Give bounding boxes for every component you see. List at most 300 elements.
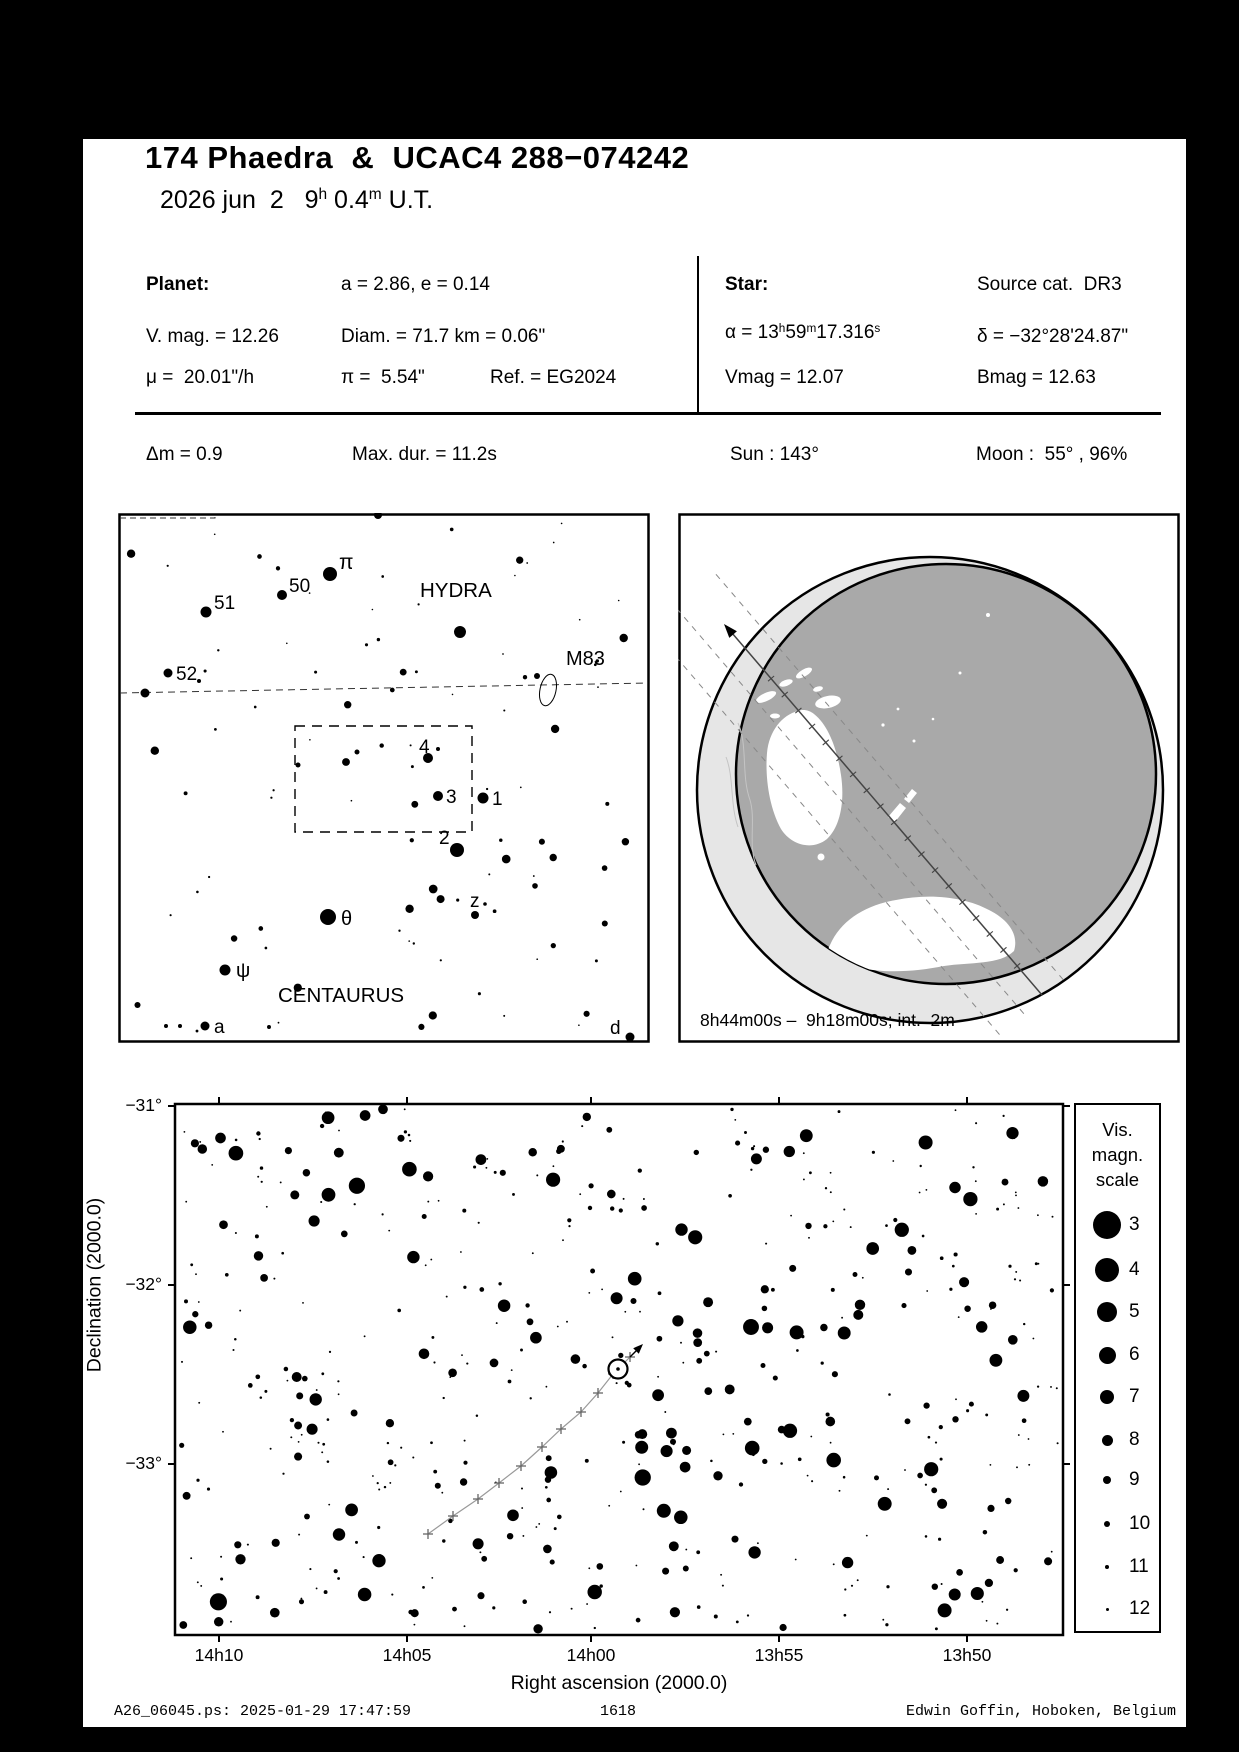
table-divider [697, 256, 699, 414]
star-dot [414, 1624, 416, 1626]
star-dot [735, 1141, 740, 1146]
star-dot [839, 1490, 841, 1492]
star-dot [771, 1288, 775, 1292]
star-dot [407, 1251, 419, 1263]
star-dot [534, 673, 540, 679]
page-title: 174 Phaedra & UCAC4 288−074242 [145, 140, 690, 175]
star-dot [826, 1453, 841, 1468]
star-dot [924, 1462, 938, 1476]
star-dot [1017, 1207, 1019, 1209]
star-dot [832, 1220, 834, 1222]
star-dot [554, 1527, 557, 1530]
star-declination: δ = −32°28'24.87" [977, 326, 1129, 347]
star-dot [234, 1541, 241, 1548]
star-dot [682, 1362, 684, 1364]
x-tick-label: 13h50 [942, 1645, 992, 1665]
star-dot [440, 959, 442, 961]
star-dot [670, 1439, 676, 1445]
star-dot [561, 523, 563, 525]
star-dot [704, 1387, 712, 1395]
star-dot [498, 1282, 501, 1285]
chart-graphic [120, 515, 649, 1042]
star-dot [1035, 1262, 1038, 1265]
star-dot [616, 1382, 618, 1384]
star-dot [184, 1299, 188, 1303]
star-dot [622, 838, 629, 845]
star-dot [693, 1338, 702, 1347]
star-dot [413, 942, 415, 944]
star-dot [196, 1030, 199, 1033]
star-dot [885, 1623, 888, 1626]
star-dot [744, 1131, 747, 1134]
star-dot [394, 1464, 396, 1466]
magnitude-dot [1105, 1565, 1110, 1570]
star-dot [296, 1392, 303, 1399]
star-dot [302, 1376, 308, 1382]
star-dot [1028, 1438, 1030, 1440]
star-dot [557, 1145, 565, 1153]
star-dot [823, 1224, 827, 1228]
star-dot [821, 1361, 824, 1364]
star-dot [838, 1327, 851, 1340]
star-dot [955, 1109, 957, 1111]
star-dot [230, 1621, 232, 1623]
star-dot [938, 1538, 941, 1541]
star-dot [1017, 1390, 1029, 1402]
star-dot [317, 1442, 319, 1444]
star-dot [195, 1273, 197, 1275]
star-dot [553, 542, 555, 544]
star-dot [959, 672, 962, 675]
star-dot [602, 920, 608, 926]
legend-entry-mag-6 [1076, 1341, 1159, 1369]
footer-filename-timestamp: A26_06045.ps: 2025-01-29 17:47:59 [114, 1703, 412, 1720]
star-dot [881, 723, 884, 726]
star-dot [830, 1172, 832, 1174]
star-dot [907, 1246, 916, 1255]
star-dot [605, 802, 609, 806]
star-dot [183, 1320, 196, 1333]
star-dot [337, 1380, 339, 1382]
star-dot [1015, 1271, 1017, 1273]
star-dot [1051, 1551, 1053, 1553]
chart-label: 51 [214, 593, 236, 614]
star-dot [503, 709, 505, 711]
star-dot [502, 855, 511, 864]
star-dot [762, 1306, 768, 1312]
star-dot [808, 1237, 810, 1239]
star-dot [760, 1363, 765, 1368]
star-dot [757, 1542, 759, 1544]
star-dot [430, 1441, 433, 1444]
star-dot [545, 1466, 558, 1479]
star-dot [520, 787, 522, 789]
star-dot [270, 1448, 272, 1450]
star-dot [417, 603, 419, 605]
planet-vmag: V. mag. = 12.26 [146, 326, 279, 347]
star-dot [234, 1338, 237, 1341]
star-dot [389, 1482, 391, 1484]
magnitude-value: 11 [1129, 1556, 1149, 1577]
star-dot [179, 1443, 184, 1448]
star-dot [220, 1556, 222, 1558]
star-dot [530, 1332, 542, 1344]
star-dot [355, 1541, 358, 1544]
star-dot [616, 1367, 620, 1371]
star-dot [901, 1303, 906, 1308]
star-dot [578, 1024, 580, 1026]
star-dot [181, 1361, 183, 1363]
star-dot [433, 791, 443, 801]
star-dot [247, 1544, 249, 1546]
magnitude-scale-legend [1074, 1103, 1161, 1633]
star-dot [217, 649, 219, 651]
star-dot [151, 746, 159, 754]
star-dot [494, 1171, 497, 1174]
star-dot [1014, 1568, 1018, 1572]
star-dot [549, 1611, 551, 1613]
star-dot [478, 992, 481, 995]
star-dot [780, 1462, 783, 1465]
star-dot [214, 1617, 223, 1626]
magnitude-dot [1095, 1258, 1119, 1282]
star-dot [323, 567, 337, 581]
star-dot [790, 1215, 792, 1217]
star-dot [639, 1311, 641, 1313]
star-dot [134, 1002, 140, 1008]
star-dot [492, 1606, 495, 1609]
star-dot [904, 1469, 906, 1471]
star-dot [215, 1133, 226, 1144]
star-dot [301, 1434, 303, 1436]
star-dot [314, 671, 317, 674]
star-dot [476, 1154, 487, 1165]
star-dot [127, 550, 135, 558]
star-dot [521, 1487, 523, 1489]
star-dot [184, 791, 188, 795]
star-dot [638, 1168, 642, 1172]
star-dot [207, 1488, 210, 1491]
legend-entry-mag-9 [1076, 1466, 1159, 1494]
star-dot [753, 1145, 755, 1147]
star-dot [680, 1342, 682, 1344]
star-dot [694, 1150, 699, 1155]
star-dot [704, 1351, 710, 1357]
star-dot [669, 1541, 679, 1551]
star-dot [830, 1442, 832, 1444]
star-dot [985, 1413, 988, 1416]
star-dot [255, 1374, 260, 1379]
text-part: α = 13 [725, 322, 779, 343]
star-dot [225, 1273, 229, 1277]
star-dot [926, 1290, 928, 1292]
star-dot [290, 1418, 294, 1422]
star-dot [281, 1252, 284, 1255]
star-dot [284, 1367, 289, 1372]
star-dot [810, 1436, 812, 1438]
star-dot [422, 1214, 427, 1219]
star-dot [205, 1321, 212, 1328]
star-dot [338, 1130, 340, 1132]
star-dot [446, 1296, 448, 1298]
star-dot [606, 1127, 612, 1133]
star-dot [952, 1265, 955, 1268]
star-dot [334, 1569, 338, 1573]
star-dot [479, 1287, 484, 1292]
star-dot [588, 1567, 590, 1569]
star-dot [460, 1478, 467, 1485]
star-dot [185, 1201, 187, 1203]
star-dot [408, 940, 410, 942]
text-part: 2026 jun 2 [160, 186, 305, 214]
star-dot [851, 1585, 853, 1587]
star-dot [643, 1198, 645, 1200]
star-dot [568, 1225, 570, 1227]
star-dot [167, 565, 169, 567]
star-dot [379, 743, 383, 747]
legend-entry-mag-5 [1076, 1298, 1159, 1326]
star-dot [378, 1488, 380, 1490]
star-dot [411, 765, 414, 768]
star-dot [714, 1615, 718, 1619]
chart-label: d [610, 1018, 621, 1039]
star-dot [533, 1624, 542, 1633]
planet-parallax: π = 5.54" [341, 367, 425, 388]
star-dot [290, 1190, 299, 1199]
star-dot [803, 1178, 805, 1180]
star-dot [800, 1129, 813, 1142]
star-dot [602, 865, 608, 871]
star-dot [582, 1364, 587, 1369]
chart-label: 52 [176, 664, 198, 685]
star-dot [342, 758, 350, 766]
magnitude-dot [1093, 1211, 1121, 1239]
star-dot [892, 1160, 894, 1162]
star-dot [895, 1223, 909, 1237]
footer-author: Edwin Goffin, Hoboken, Belgium [905, 1703, 1176, 1720]
star-dot [264, 1390, 267, 1393]
star-dot [751, 1153, 762, 1164]
star-dot [211, 1164, 213, 1166]
star-dot [527, 1318, 534, 1325]
star-dot [463, 1461, 467, 1465]
star-dot [652, 1389, 664, 1401]
star-dot [959, 1277, 969, 1287]
star-dot [298, 1441, 300, 1443]
star-dot [290, 1436, 292, 1438]
star-dot [526, 562, 528, 564]
star-dot [608, 1505, 610, 1507]
star-dot [685, 1549, 687, 1551]
star-dot [285, 1147, 292, 1154]
star-dot [581, 1125, 583, 1127]
star-dot [528, 1148, 537, 1157]
star-dot [1056, 1387, 1058, 1389]
star-dot [725, 1384, 735, 1394]
star-dot [478, 793, 489, 804]
star-dot [723, 1434, 725, 1436]
star-dot [935, 1627, 938, 1630]
star-dot [473, 1538, 484, 1549]
star-dot [235, 1232, 237, 1234]
star-dot [595, 959, 598, 962]
star-dot [164, 669, 173, 678]
star-dot [483, 902, 487, 906]
star-dot [763, 1147, 769, 1153]
star-dot [932, 718, 935, 721]
chart-label: 1 [492, 789, 503, 810]
star-dot [983, 1530, 988, 1535]
y-axis-label: Declination (2000.0) [83, 1197, 106, 1373]
star-dot [261, 1181, 263, 1183]
star-dot [635, 1441, 648, 1454]
star-dot [674, 1511, 688, 1525]
star-dot [525, 1303, 529, 1307]
magnitude-dot [1104, 1521, 1110, 1527]
star-dot [1037, 1385, 1039, 1387]
star-dot [1003, 1203, 1005, 1205]
star-dot [938, 1603, 952, 1617]
star-dot [657, 1504, 671, 1518]
magnitude-dot [1103, 1476, 1111, 1484]
star-dot [498, 1299, 511, 1312]
star-dot [364, 1335, 366, 1337]
star-dot [277, 590, 287, 600]
star-dot [201, 1022, 210, 1031]
star-dot [1052, 1216, 1054, 1218]
star-dot [832, 1371, 838, 1377]
magnitude-dot [1100, 1390, 1114, 1404]
star-dot [222, 1431, 224, 1433]
star-dot [349, 1178, 365, 1194]
star-dot [398, 930, 400, 932]
star-dot [730, 1108, 733, 1111]
star-dot [844, 1614, 847, 1617]
star-dot [229, 1146, 244, 1161]
star-dot [430, 1259, 432, 1261]
star-dot [535, 1526, 537, 1528]
star-dot [588, 1292, 590, 1294]
star-dot [972, 1166, 974, 1168]
star-dot [197, 679, 201, 683]
star-dot [831, 1288, 835, 1292]
star-dot [745, 1441, 760, 1456]
magnitude-dot [1106, 1608, 1109, 1611]
star-dot [192, 1311, 198, 1317]
star-dot [443, 1397, 445, 1399]
star-dot [372, 609, 374, 611]
text-part: U.T. [381, 186, 434, 214]
star-dot [490, 1359, 499, 1368]
star-dot [843, 1208, 845, 1210]
star-dot [254, 1251, 263, 1260]
star-dot [1023, 1323, 1025, 1325]
star-dot [400, 669, 407, 676]
star-dot [507, 1533, 513, 1539]
star-dot [713, 1471, 722, 1480]
star-dot [214, 728, 217, 731]
star-dot [344, 701, 351, 708]
star-dot [296, 763, 301, 768]
star-dot [656, 1242, 659, 1245]
star-dot [304, 1514, 310, 1520]
star-dot [433, 1361, 435, 1363]
star-dot [307, 1424, 318, 1435]
star-dot [386, 1419, 394, 1427]
star-dot [499, 838, 502, 841]
star-dot [732, 1433, 734, 1435]
star-dot [809, 1171, 812, 1174]
star-dot [429, 885, 438, 894]
star-dot [450, 528, 454, 532]
star-dot [975, 1122, 977, 1124]
star-dot [320, 1201, 322, 1203]
star-dot [190, 1263, 193, 1266]
star-dot [310, 1393, 322, 1405]
star-dot [1038, 1176, 1049, 1187]
star-dot [748, 1546, 760, 1558]
star-dot [736, 1620, 739, 1623]
star-dot [473, 1165, 476, 1168]
legend-entry-mag-12 [1076, 1595, 1159, 1623]
star-dot [377, 1526, 380, 1529]
star-dot [232, 1349, 234, 1351]
star-dot [441, 1492, 443, 1494]
star-dot [324, 1190, 326, 1192]
star-dot [477, 1592, 484, 1599]
planet-diameter: Diam. = 71.7 km = 0.06" [341, 326, 546, 347]
star-dot [1050, 1386, 1052, 1388]
star-dot [1002, 1179, 1009, 1186]
star-dot [750, 1169, 752, 1171]
star-dot [463, 1286, 466, 1289]
star-dot [888, 1393, 891, 1396]
star-dot [1015, 1194, 1017, 1196]
star-dot [355, 750, 360, 755]
star-dot [450, 843, 464, 857]
star-field-chart [165, 1094, 1073, 1645]
star-dot [624, 1311, 626, 1313]
star-dot [955, 1398, 957, 1400]
star-dot [409, 1140, 411, 1142]
star-dot [351, 800, 353, 802]
star-dot [662, 1568, 669, 1575]
star-dot [412, 1456, 414, 1458]
star-dot [478, 1222, 480, 1224]
star-dot [382, 1213, 384, 1215]
star-dot [462, 1209, 466, 1213]
star-dot [990, 1308, 992, 1310]
star-dot [337, 1577, 340, 1580]
star-dot [523, 675, 527, 679]
star-dot [282, 1473, 284, 1475]
star-dot [214, 533, 216, 535]
star-dot [486, 788, 488, 790]
star-dot [199, 1141, 201, 1143]
text-part: 9 [304, 186, 319, 214]
star-dot [512, 1193, 515, 1196]
star-dot [388, 1230, 390, 1232]
magnitude-value: 9 [1129, 1469, 1140, 1490]
star-dot [672, 1315, 683, 1326]
magnitude-value: 5 [1129, 1301, 1140, 1322]
star-dot [431, 1336, 434, 1339]
star-dot [294, 1453, 302, 1461]
star-dot [325, 1112, 327, 1114]
star-dot [493, 909, 497, 913]
star-dot [372, 1475, 374, 1477]
star-dot [1037, 1214, 1039, 1216]
